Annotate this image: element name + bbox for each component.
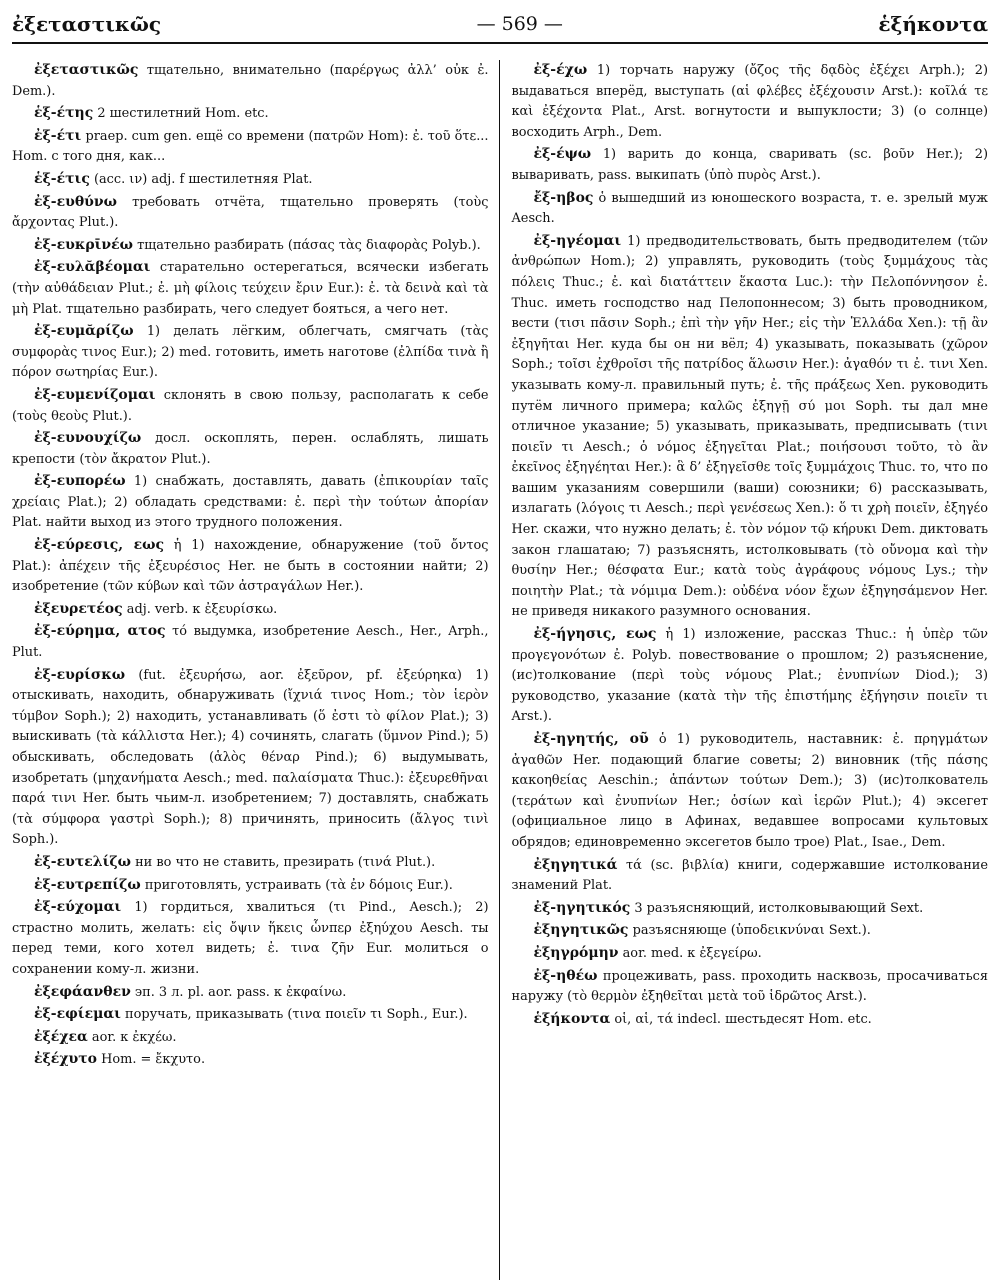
- entry-definition: ὁ 1) руководитель, наставник: ἐ. πρηγμάτων ἀγαθῶν Her. подающий благие советы; 2) виновник (τῆς πάσης κακοηθείας Aeschin.; ἁπάντων τούτων Dem.); 3) (ис)толкователь (τεράτων καὶ ἐνυπνίων Her.; ὁσίων καὶ ἱερῶν Plut.); 4) эксегет (официальное лицо в Афинах, ведавшее вопросами культовых обрядов; единовременно эксегетов было трое) Plat., Isae., Dem.: [511, 732, 988, 850]
- entry-headword: ἐξεταστικῶς: [34, 62, 139, 78]
- dictionary-entry: [12, 665, 489, 851]
- entry-headword: ἐξηγητικά: [533, 856, 618, 873]
- entry-headword: ἐξ-ηθέω: [533, 967, 598, 984]
- entry-definition: adj. verb. к ἐξευρίσκω.: [126, 601, 278, 617]
- entry-headword: ἐξ-ευθύνω: [34, 193, 117, 210]
- entry-definition: приготовлять, устраивать (τὰ ἐν δόμοις Eur.).: [144, 877, 453, 893]
- entry-definition: (fut. ἐξευρήσω, aor. ἐξεῦρον, pf. ἐξεύρηκα) 1) отыскивать, находить, обнаруживать (ἴχνιά τινος Hom.; τὸν ἱερὸν τύμβον Soph.); 2) находить, устанавливать (ὅ ἐστι τὸ φίλον Plat.); 3) выискивать (τὰ κάλλιστα Her.); 4) сочинять, слагать (ὕμνον Pind.); 5) обыскивать, обследовать (ἁλὸς θέναρ Pind.); 6) выдумывать, изобретать (μηχανήματα Aesch.; med. παλαίσματα Thuc.): ἐξευρεθῆναι παρά τινι Her. быть чьим-л. изобретением; 7) доставлять, снабжать (τὰ σύμφορα γαστρὶ Soph.); 8) причинять, приносить (ἄλγος τινὶ Soph.).: [12, 667, 489, 848]
- dictionary-entry: [512, 624, 989, 728]
- dictionary-entry: [512, 231, 989, 623]
- header-first-word: ἐξεταστικῶς: [12, 12, 162, 36]
- dictionary-entry: [12, 103, 489, 125]
- dictionary-entry: [512, 60, 989, 143]
- entry-headword: ἐξευρετέος: [34, 600, 123, 617]
- entry-headword: ἐξ-έψω: [533, 146, 592, 163]
- dictionary-entry: [12, 192, 489, 234]
- entry-definition: praep. cum gen. ещё со времени (πατρῶν Hom): ἐ. τοῦ ὅτε... Hom. с того дня, как...: [12, 128, 489, 165]
- entry-definition: 1) снабжать, доставлять, давать (ἐπικουρίαν ταῖς χρείαις Plat.); 2) обладать средствами: ἐ. περὶ τὴν τούτων ἀπορίαν Plat. найти выход из этого трудного положения.: [12, 474, 489, 531]
- entry-headword: ἐξηγητικῶς: [533, 922, 629, 939]
- entry-definition: поручать, приказывать (τινα ποιεῖν τι Soph., Eur.).: [124, 1007, 468, 1023]
- entry-headword: ἐξ-έτι: [34, 127, 82, 144]
- entry-definition: тщательно, внимательно (παρέργως ἀλλ’ οὐκ ἐ. Dem.).: [12, 63, 489, 99]
- dictionary-entry: [12, 385, 489, 427]
- dictionary-entry: [512, 855, 989, 897]
- entry-definition: 1) делать лёгким, облегчать, смягчать (τὰς συμφορὰς τινος Eur.); 2) med. готовить, иметь наготове (ἐλπίδα τινὰ ἢ πόρον σωτηρίας Eur.).: [12, 324, 489, 381]
- dictionary-entry: [12, 535, 489, 598]
- dictionary-entry: [12, 471, 489, 534]
- dictionary-entry: [12, 126, 489, 168]
- entry-definition: 1) гордиться, хвалиться (τι Pind., Aesch.); 2) страстно молить, желать: εἰς ὄψιν ἥκεις ὧνπερ ἐξηύχου Aesch. ты перед теми, кого хотел видеть; ἐ. τινα ζῆν Eur. молиться о сохранении кому-л. жизни.: [12, 900, 489, 977]
- entry-headword: ἐξ-εφίεμαι: [34, 1006, 121, 1023]
- dictionary-entry: [512, 188, 989, 230]
- page-columns: [12, 60, 988, 1280]
- dictionary-entry: [12, 982, 489, 1004]
- dictionary-entry: [12, 897, 489, 980]
- entry-headword: ἔξ-ηβος: [533, 189, 594, 206]
- entry-headword: ἐξ-ευνουχίζω: [34, 430, 142, 447]
- entry-headword: ἐξεφάανθεν: [34, 983, 131, 1000]
- dictionary-entry: [12, 257, 489, 320]
- entry-definition: разъясняюще (ὑποδεικνύναι Sext.).: [632, 923, 871, 939]
- entry-headword: ἑξ-έτης: [34, 105, 94, 122]
- entry-definition: требовать отчёта, тщательно проверять (τοὺς ἄρχοντας Plut.).: [12, 194, 489, 231]
- entry-definition: старательно остерегаться, всячески избегать (τὴν αὐθάδειαν Plut.; ἐ. μὴ φίλοις τεύχειν ἔριν Eur.): ἐ. τὰ δεινὰ καὶ τὰ μὴ Plat. тщательно разбирать, чего следует бояться, а чего нет.: [12, 260, 489, 317]
- entry-headword: ἑξ-έτις: [34, 170, 90, 187]
- dictionary-entry: [12, 321, 489, 384]
- entry-definition: 1) варить до конца, сваривать (sc. βοῦν Her.); 2) вываривать, pass. выкипать (ὑπὸ πυρὸς Arst.).: [511, 147, 988, 183]
- entry-definition: 2 шестилетний Hom. etc.: [97, 106, 269, 122]
- entry-headword: ἐξηγρόμην: [533, 944, 619, 961]
- dictionary-entry: [512, 1009, 989, 1031]
- entry-definition: aor. med. к ἐξεγείρω.: [622, 945, 762, 961]
- dictionary-entry: [12, 599, 489, 621]
- entry-headword: ἐξέχυτο: [34, 1051, 97, 1068]
- dictionary-entry: [512, 920, 989, 942]
- entry-headword: ἐξ-ευμενίζομαι: [34, 386, 156, 403]
- entry-headword: ἐξ-ήγησις, εως: [533, 626, 657, 643]
- entry-headword: ἐξ-ηγητής, οῦ: [533, 731, 649, 747]
- dictionary-entry: [512, 966, 989, 1008]
- dictionary-entry: [12, 169, 489, 191]
- dictionary-entry: [512, 943, 989, 965]
- entry-headword: ἐξ-ευλᾰβέομαι: [34, 259, 151, 276]
- entry-definition: τό выдумка, изобретение Aesch., Her., Arph., Plut.: [12, 624, 489, 661]
- dictionary-entry: [12, 621, 489, 663]
- entry-headword: ἐξ-εύρημα, ατος: [34, 623, 166, 640]
- right-column: [499, 60, 989, 1280]
- dictionary-entry: [512, 144, 989, 186]
- page-number: — 569 —: [476, 13, 563, 35]
- entry-definition: aor. к ἐκχέω.: [91, 1029, 177, 1045]
- dictionary-entry: [12, 875, 489, 897]
- entry-headword: ἐξ-ηγητικός: [533, 899, 631, 916]
- entry-headword: ἐξ-ευμᾰρίζω: [34, 323, 134, 340]
- dictionary-entry: [12, 428, 489, 470]
- dictionary-entry: [512, 729, 989, 854]
- entry-definition: τά (sc. βιβλία) книги, содержавшие истолкование знамений Plat.: [511, 857, 988, 894]
- dictionary-entry: [12, 1049, 489, 1071]
- dictionary-entry: [12, 60, 489, 102]
- dictionary-entry: [12, 1004, 489, 1026]
- entry-definition: οἱ, αἱ, τά indecl. шестьдесят Hom. etc.: [614, 1011, 872, 1027]
- entry-headword: ἐξ-ηγέομαι: [533, 232, 622, 249]
- dictionary-entry: [512, 898, 989, 920]
- entry-headword: ἑξήκοντα: [533, 1010, 611, 1027]
- page-header: [12, 6, 988, 44]
- entry-headword: ἐξ-ευτρεπίζω: [34, 876, 141, 893]
- entry-headword: ἐξ-εύχομαι: [34, 899, 122, 916]
- left-column: [12, 60, 499, 1280]
- entry-definition: (acc. ιν) adj. f шестилетняя Plat.: [93, 171, 313, 187]
- entry-definition: досл. оскоплять, перен. ослаблять, лишать крепости (τὸν ἄκρατον Plut.).: [12, 431, 489, 467]
- entry-definition: эп. 3 л. pl. aor. pass. к ἐκφαίνω.: [134, 984, 347, 1000]
- entry-definition: Hom. = ἔκχυτο.: [101, 1052, 206, 1068]
- entry-headword: ἐξ-ευτελίζω: [34, 853, 131, 870]
- entry-definition: 3 разъясняющий, истолковывающий Sext.: [634, 900, 924, 916]
- entry-definition: ἡ 1) нахождение, обнаружение (τοῦ ὄντος Plat.): ἀπέχειν τῆς ἐξευρέσιος Her. не быть в состоянии найти; 2) изобретение (τῶν κύβων καὶ τῶν ἀστραγάλων Her.).: [12, 538, 489, 595]
- entry-definition: ὁ вышедший из юношеского возраста, т. е. зрелый муж Aesch.: [511, 190, 988, 227]
- entry-headword: ἐξέχεα: [34, 1028, 88, 1045]
- dictionary-entry: [12, 235, 489, 257]
- entry-definition: 1) предводительствовать, быть предводителем (τῶν ἀνθρώπων Hom.); 2) управлять, руководить (τοὺς ξυμμάχους τὰς πόλεις Thuc.; ἐ. καὶ διατάττειν ἕκαστα Luc.): τὴν Πελοπόννησον ἐ. Thuc. иметь господство над Пелопоннесом; 3) быть проводником, вести (τισι πᾶσιν Soph.; ἐπὶ τὴν γῆν Her.; εἰς τὴν Ἑλλάδα Xen.): τῇ ἂν ἐξηγῆται Her. куда бы он ни вёл; 4) указывать, показывать (χῶρον Soph.; τοῖσι ἐχθροῖσι τῆς πατρίδος ἅλωσιν Her.): ἀγαθόν τι ἐ. τινι Xen. указывать кому-л. правильный путь; ἐ. τῆς πράξεως Xen. руководить путём личного примера; καλῶς ἐξηγῇ σύ μοι Soph. ты дал мне отличное указание; 5) указывать, приказывать, предписывать (τινι ποιεῖν τι Aesch.; ὁ νόμος ἐξηγεῖται Plat.; ποιήσουσι τοῦτο, τὸ ἂν ἐκεῖνος ἐξηγέηται Her.): ἃ δ’ ἐξηγεῖσθε τοῖς ξυμμάχοις Thuc. то, что по вашим указаниям совершили (ваши) союзники; 6) рассказывать, излагать (λόγοις τι Aesch.; περὶ γενέσεως Xen.): ὅ τι χρὴ ποιεῖν, ἐξηγέο Her. скажи, что нужно делать; ἐ. τὸν νόμον τῷ κήρυκι Dem. диктовать закон глашатаю; 7) разъяснять, истолковывать (τὸ οὔνομα καὶ τὴν θυσίην Her.; θέσφατα Eur.; κατὰ τοὺς ἀγράφους νόμους Lys.; τὴν ποιητὴν Plat.; τὰ νόμιμα Dem.): οὐδένα νόον ἔχων ἐξηγησάμενον Her. не приведя никакого разумного основания.: [511, 233, 988, 620]
- entry-definition: ἡ 1) изложение, рассказ Thuc.: ἡ ὑπὲρ τῶν προγεγονότων ἐ. Polyb. повествование о прошлом; 2) разъяснение, (ис)толкование (περὶ τοὺς νόμους Plat.; ἐνυπνίων Diod.); 3) руководство, указание (κατὰ τὴν τῆς ἐπιστήμης ἐξήγησιν ποιεῖν τι Arst.).: [511, 627, 988, 725]
- header-last-word: ἑξήκοντα: [878, 12, 988, 36]
- entry-definition: тщательно разбирать (πάσας τὰς διαφορὰς Polyb.).: [137, 237, 481, 253]
- entry-definition: 1) торчать наружу (ὄζος τῆς δᾳδὸς ἐξέχει Arph.); 2) выдаваться вперёд, выступать (αἱ φλέβες ἐξέχουσιν Arst.): κοῖλά τε καὶ ἐξέχοντα Plat., Arst. вогнутости и выпуклости; 3) (о солнце) восходить Arph., Dem.: [511, 63, 988, 140]
- entry-headword: ἐξ-εύρεσις, εως: [34, 537, 165, 554]
- entry-headword: ἐξ-ευπορέω: [34, 473, 126, 490]
- dictionary-entry: [12, 1027, 489, 1049]
- entry-headword: ἐξ-ευρίσκω: [34, 666, 126, 683]
- entry-definition: процеживать, pass. проходить насквозь, просачиваться наружу (τὸ θερμὸν ἐξηθεῖται μετὰ τοῦ ἱδρῶτος Arst.).: [511, 968, 988, 1005]
- entry-headword: ἐξ-έχω: [533, 62, 588, 78]
- entry-headword: ἐξ-ευκρῑνέω: [34, 236, 133, 253]
- entry-definition: склонять в свою пользу, располагать к себе (τοὺς θεοὺς Plut.).: [12, 387, 489, 424]
- dictionary-entry: [12, 852, 489, 874]
- entry-definition: ни во что не ставить, презирать (τινά Plut.).: [135, 854, 436, 870]
